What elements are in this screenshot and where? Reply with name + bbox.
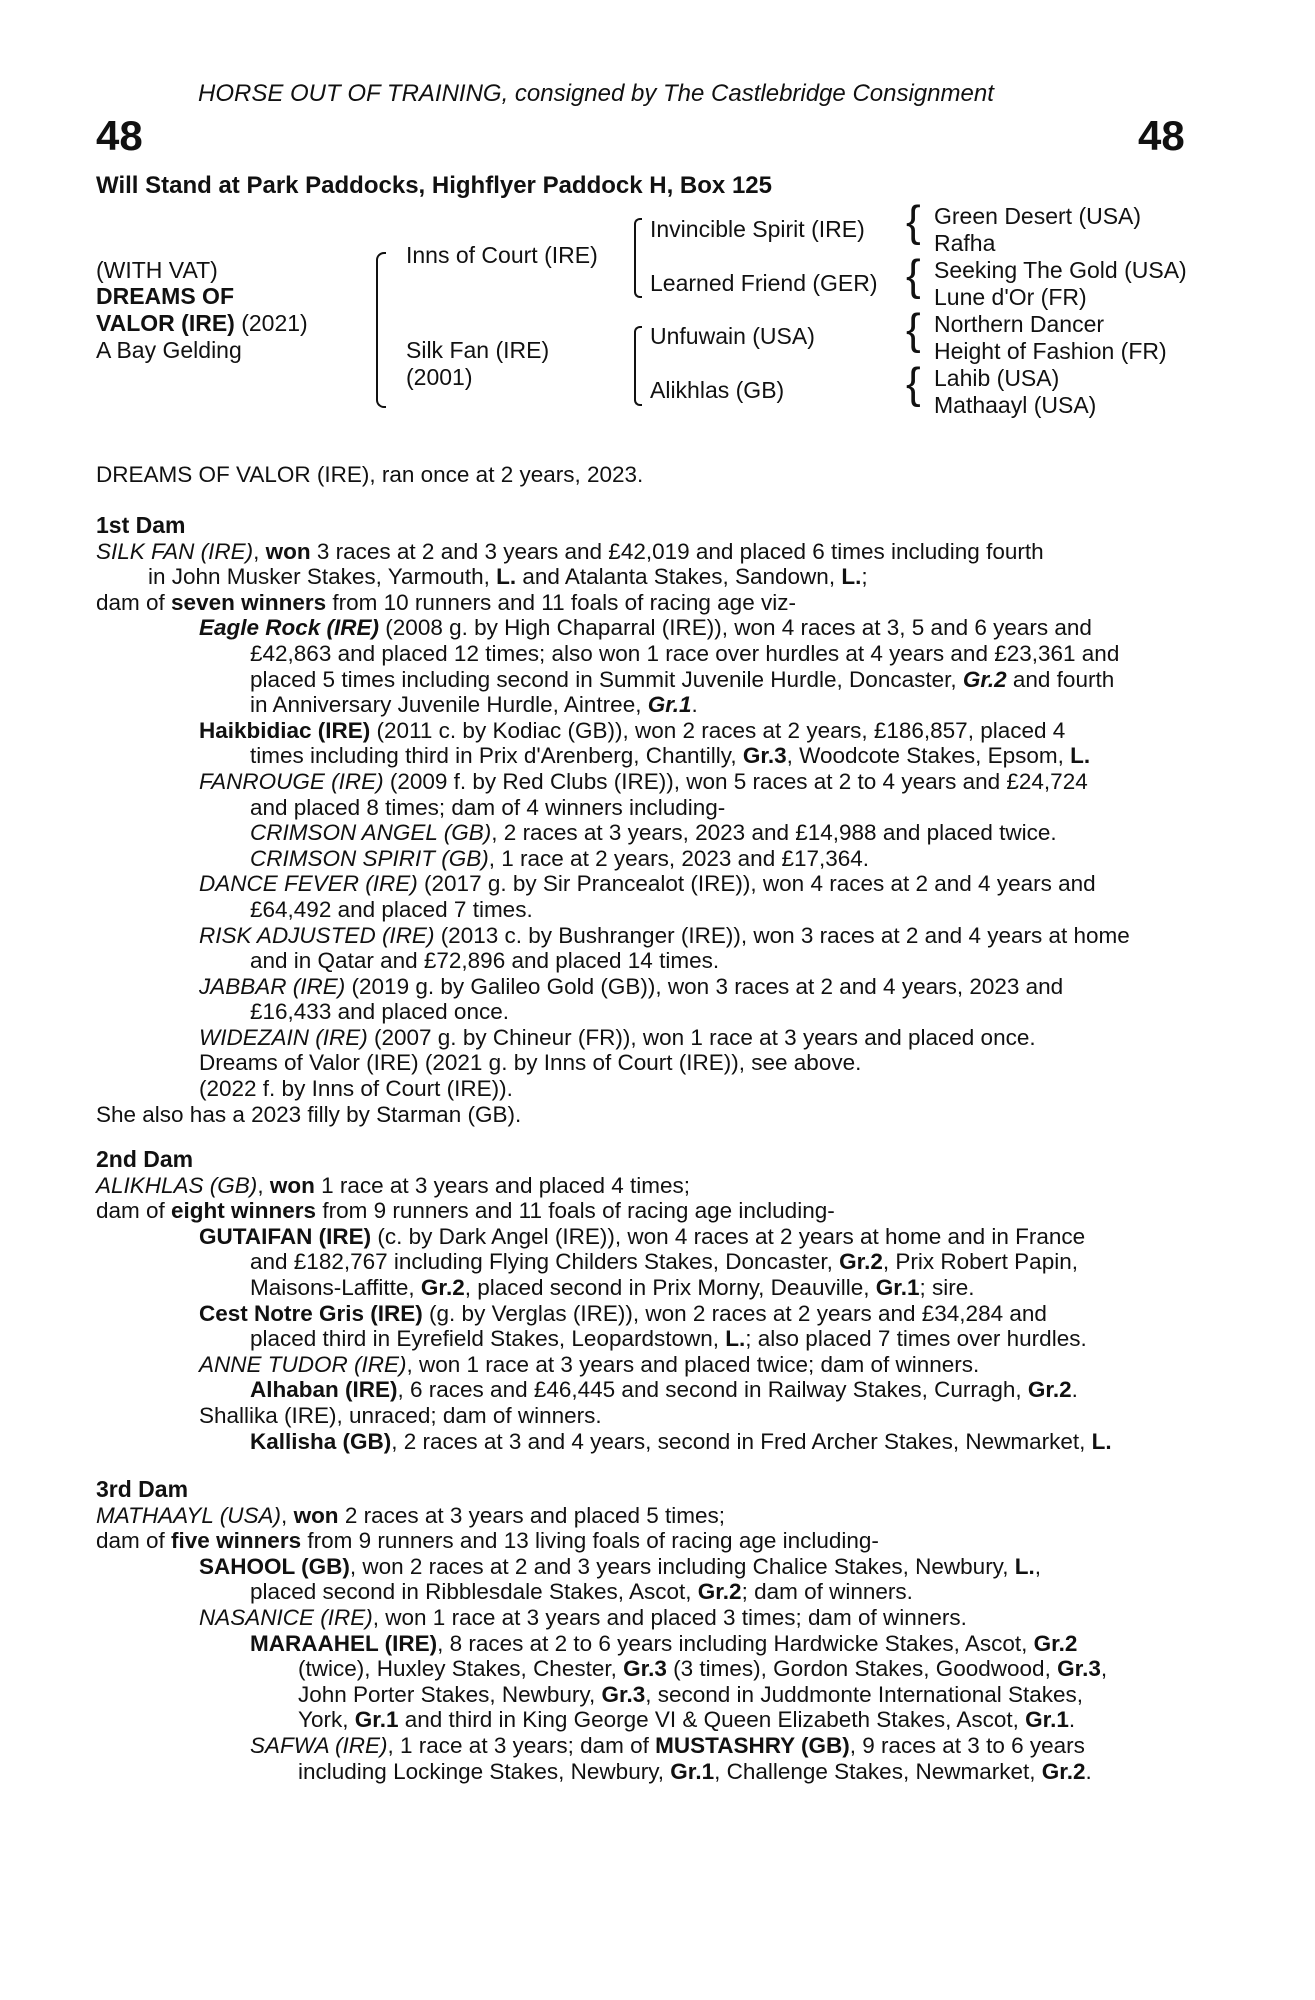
text-run: dam of: [96, 1198, 172, 1224]
text-line: [96, 769, 1206, 795]
text-run: York,: [298, 1707, 355, 1733]
text-run: L.: [1014, 1553, 1035, 1579]
text-run: John Porter Stakes, Newbury,: [298, 1681, 602, 1707]
text-run: placed third in Eyrefield Stakes, Leopardstown,: [250, 1326, 726, 1352]
horse-name-line1: DREAMS OF: [96, 283, 234, 309]
text-run: , placed second in Prix Morny, Deauville,: [464, 1274, 876, 1300]
text-line: [96, 1605, 1206, 1631]
text-run: Gr.1: [670, 1758, 715, 1784]
dam-line-brace: [634, 326, 642, 406]
text-run: Kallisha (GB): [250, 1428, 392, 1454]
text-run: ; sire.: [919, 1274, 975, 1300]
text-line: [96, 1377, 1206, 1403]
text-line: [96, 1224, 1206, 1250]
horse-description: A Bay Gelding: [96, 337, 242, 363]
text-line: [96, 692, 1206, 718]
text-run: Gr.1: [647, 692, 692, 718]
text-run: L.: [1091, 1428, 1112, 1454]
text-line: [96, 1528, 1206, 1554]
text-run: (g. by Verglas (IRE)), won 2 races at 2 years and £34,284 and: [422, 1300, 1047, 1326]
first-dam-heading: 1st Dam: [96, 512, 186, 538]
dam: Silk Fan (IRE): [406, 337, 550, 363]
text-run: Gr.3: [623, 1656, 667, 1682]
race-summary: DREAMS OF VALOR (IRE), ran once at 2 years, 2023.: [96, 462, 644, 487]
gg-4: Lune d'Or (FR): [934, 284, 1087, 310]
text-line: and placed 8 times; dam of 4 winners including-: [250, 794, 726, 820]
text-run: , 1 race at 2 years, 2023 and £17,364.: [488, 845, 870, 871]
text-run: placed 5 times including second in Summit Juvenile Hurdle, Doncaster,: [250, 666, 963, 692]
text-run: ,: [253, 538, 266, 564]
text-line: [96, 718, 1206, 744]
text-line: (2022 f. by Inns of Court (IRE)).: [199, 1076, 513, 1102]
text-run: (2017 g. by Sir Prancealot (IRE)), won 4 races at 2 and 4 years and: [417, 871, 1096, 897]
gg-2: Rafha: [934, 230, 996, 256]
text-line: [96, 667, 1206, 693]
text-run: , 6 races and £46,445 and second in Railway Stakes, Curragh,: [397, 1377, 1028, 1403]
text-line: [96, 1554, 1206, 1580]
lot-number-right: 48: [1138, 112, 1185, 159]
granddam-1: Learned Friend (GER): [650, 270, 878, 296]
granddam-2: Alikhlas (GB): [650, 377, 785, 403]
text-run: Gr.1: [1025, 1707, 1069, 1733]
text-line: [96, 590, 1206, 616]
text-run: Gr.1: [875, 1274, 920, 1300]
text-run: , won 1 race at 3 years and placed twice; dam of winners.: [406, 1351, 980, 1377]
pedigree-brace: {: [906, 305, 921, 354]
text-run: Gr.3: [1057, 1656, 1101, 1682]
text-line: [96, 846, 1206, 872]
text-run: Gr.2: [1041, 1758, 1086, 1784]
text-run: dam of: [96, 589, 172, 615]
text-line: Shallika (IRE), unraced; dam of winners.: [199, 1402, 602, 1428]
text-run: five winners: [171, 1528, 302, 1554]
text-run: dam of: [96, 1528, 172, 1554]
third-dam-heading: 3rd Dam: [96, 1476, 189, 1502]
text-run: Eagle Rock (IRE): [199, 615, 380, 641]
text-run: , 2 races at 3 years, 2023 and £14,988 and placed twice.: [491, 820, 1057, 846]
text-run: ;: [861, 564, 868, 590]
text-line: [96, 1579, 1206, 1605]
text-run: MARAAHEL (IRE): [250, 1630, 438, 1656]
text-run: including Lockinge Stakes, Newbury,: [298, 1758, 671, 1784]
text-run: , 8 races at 2 to 6 years including Hardwicke Stakes, Ascot,: [437, 1630, 1034, 1656]
text-run: L.: [841, 564, 862, 590]
text-run: RISK ADJUSTED (IRE): [199, 922, 435, 948]
text-run: 3 races at 2 and 3 years and £42,019 and placed 6 times including fourth: [310, 538, 1044, 564]
text-line: and in Qatar and £72,896 and placed 14 times.: [250, 948, 720, 974]
text-run: Gr.2: [1033, 1630, 1078, 1656]
sire-dam-brace: [376, 252, 386, 408]
text-run: ; also placed 7 times over hurdles.: [745, 1326, 1087, 1352]
text-line: [96, 1249, 1206, 1275]
text-line: [96, 1759, 1206, 1785]
gg-3: Seeking The Gold (USA): [934, 257, 1187, 283]
text-run: , Woodcote Stakes, Epsom,: [786, 743, 1071, 769]
text-run: times including third in Prix d'Arenberg, Chantilly,: [250, 743, 743, 769]
text-line: [96, 615, 1206, 641]
gg-8: Mathaayl (USA): [934, 392, 1097, 418]
first-dam-section: [96, 513, 1206, 1127]
text-run: Gr.3: [601, 1681, 646, 1707]
text-run: , 1 race at 3 years; dam of: [387, 1732, 656, 1758]
text-run: (2019 g. by Galileo Gold (GB)), won 3 races at 2 and 4 years, 2023 and: [345, 973, 1064, 999]
text-run: .: [691, 692, 698, 718]
text-run: L.: [496, 564, 517, 590]
text-run: Alhaban (IRE): [250, 1377, 398, 1403]
text-line: [96, 923, 1206, 949]
text-run: in John Musker Stakes, Yarmouth,: [148, 564, 497, 590]
text-run: from 9 runners and 11 foals of racing age including-: [316, 1198, 835, 1224]
text-line: [96, 1275, 1206, 1301]
text-run: 2 races at 3 years and placed 5 times;: [338, 1502, 726, 1528]
text-line: [96, 1326, 1206, 1352]
text-run: from 10 runners and 11 foals of racing age viz-: [326, 589, 796, 615]
text-line: [96, 1503, 1206, 1529]
text-run: placed second in Ribblesdale Stakes, Ascot,: [250, 1579, 698, 1605]
text-run: , 9 races at 3 to 6 years: [849, 1732, 1085, 1758]
gg-5: Northern Dancer: [934, 311, 1105, 337]
text-run: WIDEZAIN (IRE): [199, 1024, 368, 1050]
text-run: and £182,767 including Flying Childers Stakes, Doncaster,: [250, 1249, 840, 1275]
text-run: won: [269, 1172, 315, 1198]
dam-year: (2001): [406, 364, 473, 390]
text-run: ANNE TUDOR (IRE): [199, 1351, 407, 1377]
horse-year: (2021): [241, 310, 308, 336]
text-run: ,: [281, 1502, 294, 1528]
text-run: Gr.2: [697, 1579, 742, 1605]
text-run: Maisons-Laffitte,: [250, 1274, 421, 1300]
text-run: NASANICE (IRE): [199, 1604, 373, 1630]
text-run: GUTAIFAN (IRE): [199, 1223, 372, 1249]
text-run: (twice), Huxley Stakes, Chester,: [298, 1656, 624, 1682]
text-line: £42,863 and placed 12 times; also won 1 race over hurdles at 4 years and £23,361 and: [250, 640, 1120, 666]
vat-note: (WITH VAT): [96, 257, 218, 283]
text-run: and Atalanta Stakes, Sandown,: [516, 564, 842, 590]
text-run: from 9 runners and 13 living foals of racing age including-: [301, 1528, 879, 1554]
text-line: [96, 1631, 1206, 1657]
grandsire-2: Unfuwain (USA): [650, 323, 815, 349]
text-run: ALIKHLAS (GB): [96, 1172, 258, 1198]
grandsire-1: Invincible Spirit (IRE): [650, 216, 865, 242]
text-line: [96, 1656, 1206, 1682]
text-line: £16,433 and placed once.: [250, 999, 509, 1025]
text-line: [96, 1429, 1206, 1455]
text-run: Cest Notre Gris (IRE): [199, 1300, 423, 1326]
gg-1: Green Desert (USA): [934, 203, 1142, 229]
text-run: and third in King George VI & Queen Elizabeth Stakes, Ascot,: [398, 1707, 1026, 1733]
text-run: SAHOOL (GB): [199, 1553, 350, 1579]
stand-location: Will Stand at Park Paddocks, Highflyer Paddock H, Box 125: [96, 172, 772, 199]
text-line: £64,492 and placed 7 times.: [250, 896, 533, 922]
text-run: ,: [1100, 1656, 1108, 1682]
text-run: Gr.2: [839, 1249, 883, 1275]
sire-line-brace: [634, 218, 642, 298]
text-run: CRIMSON SPIRIT (GB): [250, 845, 489, 871]
text-run: and fourth: [1006, 666, 1115, 692]
third-dam-section: [96, 1477, 1206, 1784]
text-line: [96, 1173, 1206, 1199]
text-run: , second in Juddmonte International Stakes,: [645, 1681, 1084, 1707]
text-line: [96, 1198, 1206, 1224]
text-run: JABBAR (IRE): [199, 973, 346, 999]
text-line: [96, 1707, 1206, 1733]
gg-6: Height of Fashion (FR): [934, 338, 1167, 364]
text-run: MATHAAYL (USA): [96, 1502, 282, 1528]
text-run: L.: [1070, 743, 1091, 769]
text-line: [96, 1733, 1206, 1759]
horse-name-line2: [96, 310, 308, 337]
text-run: , won 1 race at 3 years and placed 3 times; dam of winners.: [372, 1604, 967, 1630]
text-run: SAFWA (IRE): [250, 1732, 388, 1758]
text-line: [96, 743, 1206, 769]
gg-7: Lahib (USA): [934, 365, 1060, 391]
text-run: 1 race at 3 years and placed 4 times;: [314, 1172, 691, 1198]
text-run: won: [265, 538, 311, 564]
text-run: Gr.2: [962, 666, 1007, 692]
text-run: ,: [1034, 1553, 1042, 1579]
text-run: ; dam of winners.: [741, 1579, 913, 1605]
text-run: Gr.1: [354, 1707, 399, 1733]
text-run: .: [1068, 1707, 1076, 1733]
horse-name: VALOR (IRE): [96, 310, 235, 336]
text-line: [96, 564, 1206, 590]
text-line: [96, 871, 1206, 897]
text-run: SILK FAN (IRE): [96, 538, 254, 564]
text-run: in Anniversary Juvenile Hurdle, Aintree,: [250, 692, 648, 718]
second-dam-section: [96, 1147, 1206, 1454]
text-run: Gr.3: [742, 743, 787, 769]
text-run: seven winners: [171, 589, 327, 615]
text-run: , won 2 races at 2 and 3 years including Chalice Stakes, Newbury,: [349, 1553, 1015, 1579]
text-run: (c. by Dark Angel (IRE)), won 4 races at 2 years at home and in France: [371, 1223, 1086, 1249]
text-run: MUSTASHRY (GB): [655, 1732, 850, 1758]
text-run: Gr.2: [420, 1274, 465, 1300]
text-run: CRIMSON ANGEL (GB): [250, 820, 492, 846]
text-run: , Prix Robert Papin,: [882, 1249, 1078, 1275]
pedigree-brace: {: [906, 359, 921, 408]
text-run: ,: [257, 1172, 270, 1198]
consignment-line: HORSE OUT OF TRAINING, consigned by The Castlebridge Consignment: [198, 80, 994, 107]
text-line: [96, 820, 1206, 846]
text-run: Gr.2: [1027, 1377, 1072, 1403]
text-run: Haikbidiac (IRE): [199, 717, 371, 743]
text-line: [96, 1301, 1206, 1327]
text-run: eight winners: [171, 1198, 317, 1224]
text-run: (2007 g. by Chineur (FR)), won 1 race at 3 years and placed once.: [367, 1024, 1036, 1050]
text-line: Dreams of Valor (IRE) (2021 g. by Inns of Court (IRE)), see above.: [199, 1050, 862, 1076]
text-line: [96, 974, 1206, 1000]
pedigree-brace: {: [906, 251, 921, 300]
lot-number-left: 48: [96, 112, 143, 159]
text-run: won: [293, 1502, 339, 1528]
text-run: , 2 races at 3 and 4 years, second in Fred Archer Stakes, Newmarket,: [391, 1428, 1092, 1454]
text-run: (2008 g. by High Chaparral (IRE)), won 4 races at 3, 5 and 6 years and: [379, 615, 1092, 641]
text-run: (2013 c. by Bushranger (IRE)), won 3 races at 2 and 4 years at home: [434, 922, 1130, 948]
text-run: L.: [725, 1326, 746, 1352]
second-dam-heading: 2nd Dam: [96, 1146, 194, 1172]
text-line: [96, 1025, 1206, 1051]
text-run: (3 times), Gordon Stakes, Goodwood,: [666, 1656, 1058, 1682]
text-run: .: [1071, 1377, 1078, 1403]
text-run: DANCE FEVER (IRE): [199, 871, 418, 897]
sire: Inns of Court (IRE): [406, 242, 598, 268]
text-line: [96, 1682, 1206, 1708]
text-line: [96, 1352, 1206, 1378]
text-line: She also has a 2023 filly by Starman (GB).: [96, 1101, 522, 1127]
text-run: (2011 c. by Kodiac (GB)), won 2 races at 2 years, £186,857, placed 4: [370, 717, 1066, 743]
pedigree-brace: {: [906, 197, 921, 246]
text-line: [96, 539, 1206, 565]
text-run: .: [1085, 1758, 1092, 1784]
text-run: FANROUGE (IRE): [199, 768, 384, 794]
text-run: (2009 f. by Red Clubs (IRE)), won 5 races at 2 to 4 years and £24,724: [383, 768, 1088, 794]
text-run: , Challenge Stakes, Newmarket,: [714, 1758, 1042, 1784]
